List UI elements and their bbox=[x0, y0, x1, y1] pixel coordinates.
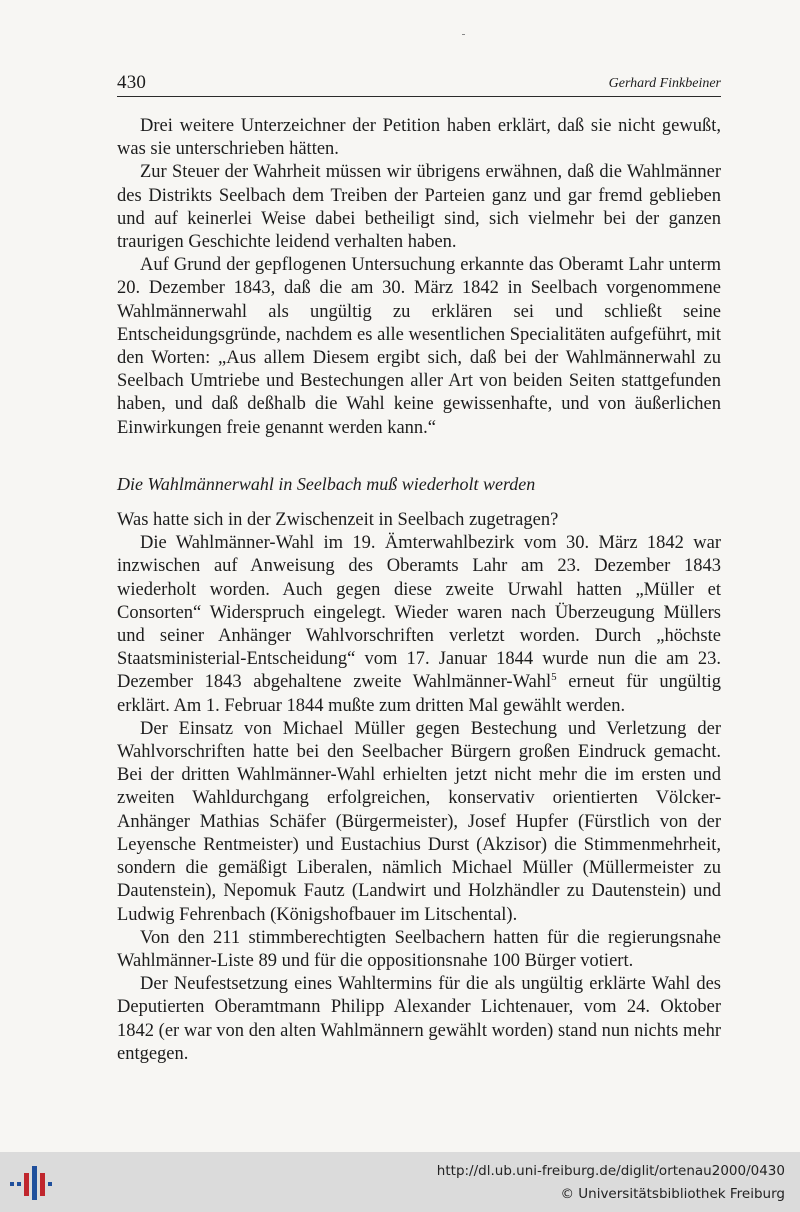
paragraph: Auf Grund der gepflogenen Untersuchung erkannte das Oberamt Lahr unterm 20. Dezember 1843, daß die am 30. März 1842 in Seelbach vorgenommene Wahlmännerwahl als ungültig zu erklären sei und schließt seine Entscheidungsgründe, nachdem es alle wesentlichen Specialitäten aufgeführt, mit den Worten: „Aus allem Diesem ergibt sich, daß bei der Wahlmännerwahl zu Seelbach Umtriebe und Bestechungen aller Art von beiden Seiten stattgefunden haben, und daß deßhalb die Wahl keine gewissenhafte, und von äußerlichen Einwirkungen freie genannt werden kann.“ bbox=[117, 255, 721, 438]
paragraph: Von den 211 stimmberechtigten Seelbachern hatten für die regierungsnahe Wahlmänner-Liste 89 und für die oppositionsnahe 100 Bürger votiert. bbox=[117, 927, 721, 971]
ub-freiburg-logo-icon bbox=[10, 1164, 52, 1202]
document-url[interactable]: http://dl.ub.uni-freiburg.de/diglit/ortenau2000/0430 bbox=[436, 1163, 785, 1179]
paragraph bbox=[117, 532, 721, 718]
page-number: 430 bbox=[117, 72, 147, 93]
paragraph: Der Neufestsetzung eines Wahltermins für die als ungültig erklärte Wahl des Deputierten Oberamtmann Philipp Alexander Lichtenauer, vom 24. Oktober 1842 (er war von den alten Wahlmännern gewählt worden) stand nun nichts mehr entgegen. bbox=[117, 974, 721, 1064]
paragraph: Zur Steuer der Wahrheit müssen wir übrigens erwähnen, daß die Wahlmänner des Distrikts Seelbach dem Treiben der Parteien ganz und gar fremd geblieben und auf keinerlei Weise dabei betheiligt sind, sich vielmehr bei der ganzen traurigen Geschichte leidend verhalten haben. bbox=[117, 162, 721, 253]
library-footer bbox=[0, 1152, 800, 1212]
paragraph-text: erneut für ungültig erklärt. Am 1. Februar 1844 mußte zum dritten Mal gewählt werden. bbox=[117, 672, 721, 716]
footnote-reference: 5 bbox=[551, 671, 557, 684]
paragraph: Drei weitere Unterzeichner der Petition haben erklärt, daß sie nicht gewußt, was sie unterschrieben hätten. bbox=[117, 116, 721, 160]
scan-speck bbox=[462, 34, 465, 35]
running-head-author: Gerhard Finkbeiner bbox=[608, 76, 721, 91]
paragraph-text: Die Wahlmänner-Wahl im 19. Ämterwahlbezirk vom 30. März 1842 war inzwischen auf Anweisung des Oberamts Lahr am 23. Dezember 1843 wiederholt worden. Auch gegen diese zweite Urwahl hatten „Müller et Consorten“ Widerspruch eingelegt. Wieder waren nach Überzeugung Müllers und seiner Anhänger Wahlvorschriften verletzt worden. Durch „höchste Staatsministerial-Entscheidung“ vom 17. Januar 1844 wurde nun die am 23. Dezember 1843 abgehaltene zweite Wahlmänner-Wahl bbox=[117, 533, 721, 693]
paragraph: Was hatte sich in der Zwischenzeit in Seelbach zugetragen? bbox=[117, 510, 559, 531]
section-heading: Die Wahlmännerwahl in Seelbach muß wiederholt werden bbox=[117, 473, 536, 494]
paragraph: Der Einsatz von Michael Müller gegen Bestechung und Verletzung der Wahlvorschriften hatte bei den Seelbacher Bürgern großen Eindruck gemacht. Bei der dritten Wahlmänner-Wahl erhielten jetzt nicht mehr die im ersten und zweiten Wahldurchgang erfolgreichen, konservativ orientierten Völcker-Anhänger Mathias Schäfer (Bürgermeister), Josef Hupfer (Fürstlich von der Leyensche Rentmeister) und Eustachius Durst (Akzisor) die Stimmenmehrheit, sondern die gemäßigt Liberalen, nämlich Michael Müller (Müllermeister zu Dautenstein), Nepomuk Fautz (Landwirt und Holzhändler zu Dautenstein) und Ludwig Fehrenbach (Königshofbauer im Litschental). bbox=[117, 718, 721, 925]
body-text bbox=[117, 115, 721, 1066]
page-header bbox=[117, 70, 721, 97]
copyright-notice: © Universitätsbibliothek Freiburg bbox=[560, 1186, 785, 1202]
